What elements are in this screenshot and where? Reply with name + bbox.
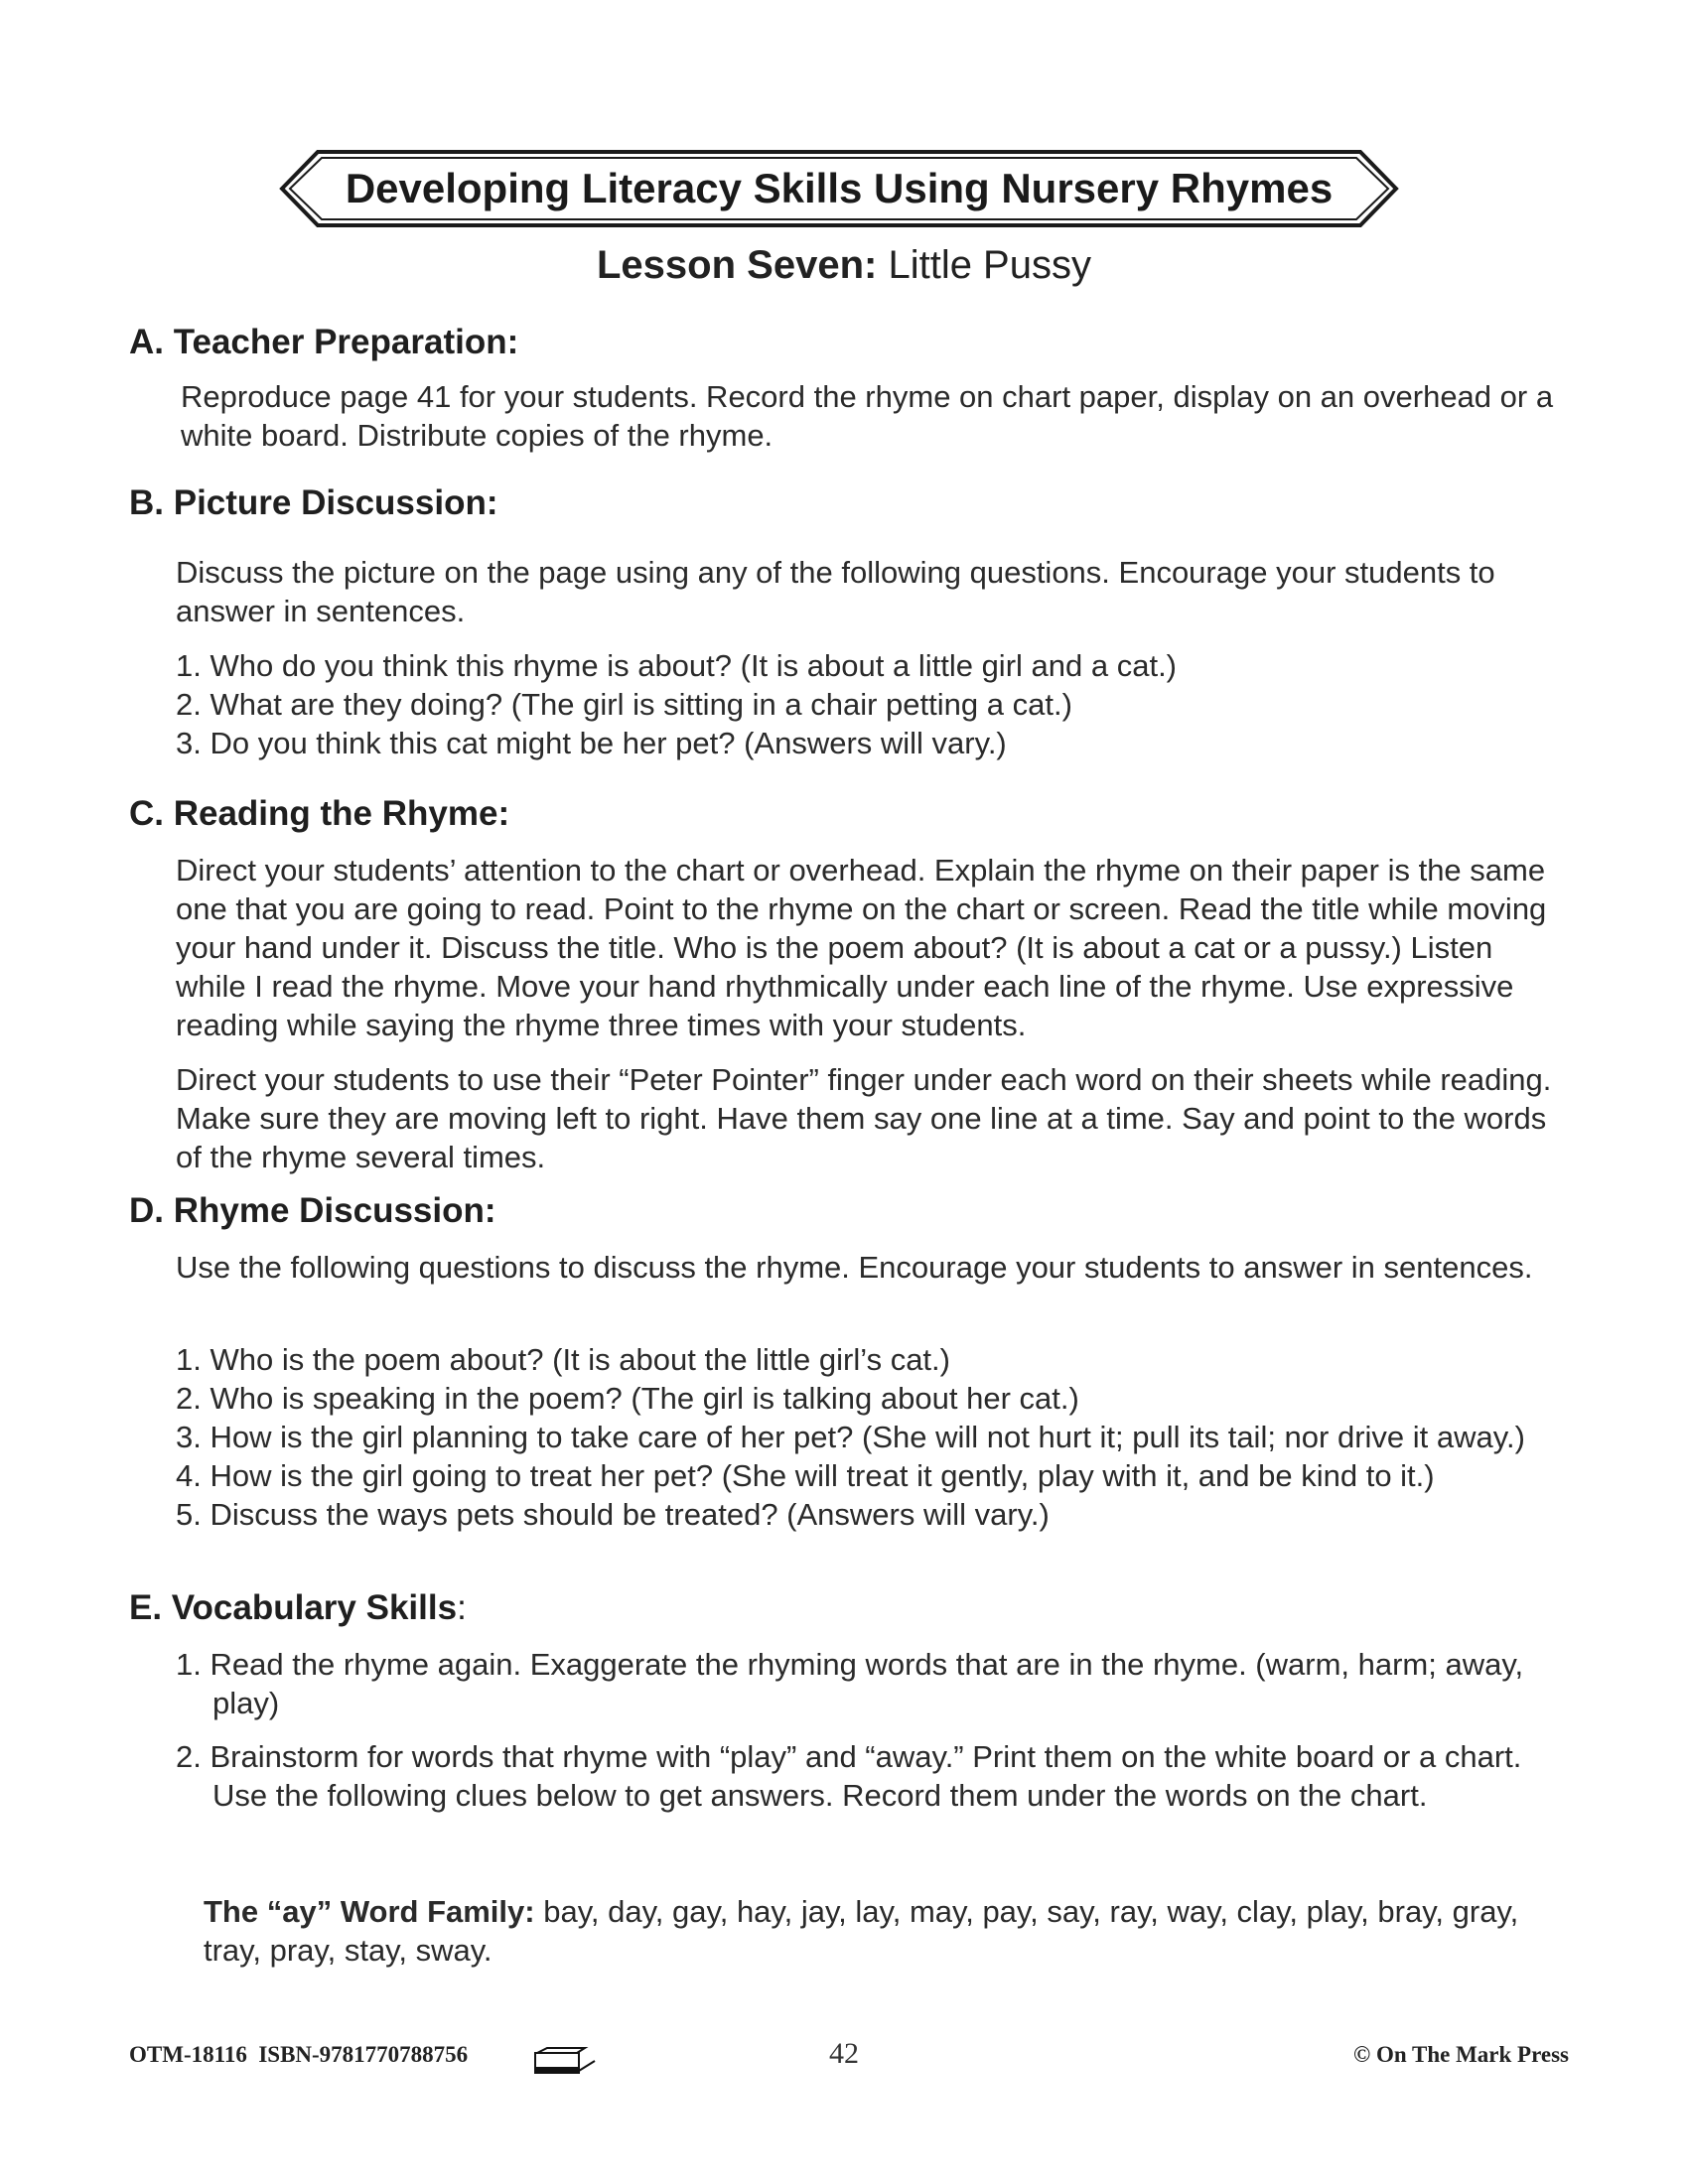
section-e-heading-colon: : [457,1588,467,1627]
page-number: 42 [829,2037,859,2070]
list-item: 1. Read the rhyme again. Exaggerate the rhyming words that are in the rhyme. (warm, harm; away, play) [176,1647,1524,1720]
list-item: 1. Who do you think this rhyme is about? (It is about a little girl and a cat.) [176,648,1177,683]
section-e-item-1-list [176,1645,1566,1722]
section-d-questions [176,1340,1566,1534]
lesson-name: Little Pussy [888,243,1091,287]
section-a-paragraph: Reproduce page 41 for your students. Record the rhyme on chart paper, display on an overhead or a white board. Distribute copies of the rhyme. [181,379,1554,453]
section-d-paragraph: Use the following questions to discuss the rhyme. Encourage your students to answer in sentences. [176,1250,1533,1285]
section-b-paragraph: Discuss the picture on the page using any of the following questions. Encourage your students to answer in sentences. [176,555,1495,628]
section-b-heading: B. Picture Discussion: [129,483,498,522]
lesson-label: Lesson Seven: [597,243,878,287]
section-c-heading: C. Reading the Rhyme: [129,794,510,833]
list-item: 3. Do you think this cat might be her pet? (Answers will vary.) [176,726,1007,760]
list-item: 5. Discuss the ways pets should be treated? (Answers will vary.) [176,1497,1050,1532]
word-family [204,1892,1564,1970]
word-family-label: The “ay” Word Family: [204,1894,535,1929]
list-item: 3. How is the girl planning to take care of her pet? (She will not hurt it; pull its tail; nor drive it away.) [176,1420,1525,1454]
title-banner [278,149,1400,228]
section-c-paragraph-2: Direct your students to use their “Peter Pointer” finger under each word on their sheets while reading. Make sure they are moving left to right. Have them say one line at a time. Say and point to the words of the rhyme several times. [176,1062,1552,1174]
section-a-heading: A. Teacher Preparation: [129,323,519,361]
list-item: 2. Brainstorm for words that rhyme with “play” and “away.” Print them on the white board or a chart. Use the following clues below to get answers. Record them under the words on the chart. [176,1739,1522,1813]
section-e-heading-text: E. Vocabulary Skills [129,1588,458,1627]
section-e-item-2-list [176,1737,1566,1815]
footer-copyright: © On The Mark Press [1353,2042,1569,2067]
section-e-heading [129,1588,467,1628]
word-family-words: bay, day, gay, hay, jay, lay, may, pay, say, ray, way, clay, play, bray, gray, tray, pray, stay, sway. [204,1894,1519,1968]
list-item: 1. Who is the poem about? (It is about the little girl’s cat.) [176,1342,950,1377]
lesson-heading [0,243,1688,288]
section-b-questions [176,646,1566,762]
section-c-paragraph-1: Direct your students’ attention to the chart or overhead. Explain the rhyme on their paper is the same one that you are going to read. Point to the rhyme on the chart or screen. Read the title while moving your hand under it. Discuss the title. Who is the poem about? (It is about a cat or a pussy.) Listen while I read the rhyme. Move your hand rhythmically under each line of the rhyme. Use expressive reading while saying the rhyme three times with your students. [176,853,1547,1042]
list-item: 2. What are they doing? (The girl is sitting in a chair petting a cat.) [176,687,1072,722]
section-d-heading: D. Rhyme Discussion: [129,1191,496,1230]
footer-code: OTM-18116 ISBN-9781770788756 [129,2042,469,2067]
page-title: Developing Literacy Skills Using Nursery Rhymes [345,165,1334,211]
list-item: 2. Who is speaking in the poem? (The girl is talking about her cat.) [176,1381,1079,1416]
list-item: 4. How is the girl going to treat her pet? (She will treat it gently, play with it, and be kind to it.) [176,1458,1435,1493]
